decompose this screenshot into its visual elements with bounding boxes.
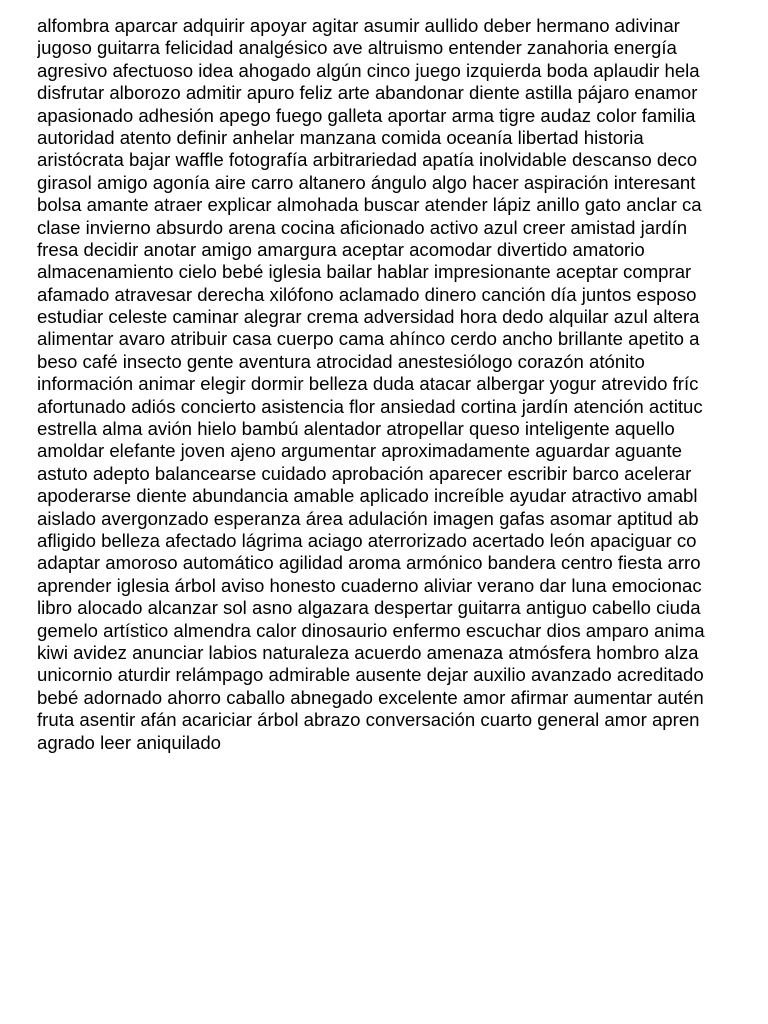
text-line-20: amoldar elefante joven ajeno argumentar aproximadamente aguardar aguante <box>37 440 683 462</box>
text-line-28: gemelo artístico almendra calor dinosaurio enfermo escuchar dios amparo anima <box>37 619 705 641</box>
text-line-23: aislado avergonzado esperanza área adulación imagen gafas asomar aptitud ab <box>37 507 699 529</box>
text-line-25: adaptar amoroso automático agilidad aroma armónico bandera centro fiesta arro <box>37 552 701 574</box>
text-line-27: libro alocado alcanzar sol asno algazara despertar guitarra antiguo cabello ciuda <box>37 597 701 619</box>
text-line-22: apoderarse diente abundancia amable aplicado increíble ayudar atractivo amabl <box>37 485 698 507</box>
text-line-30: unicornio aturdir relámpago admirable ausente dejar auxilio avanzado acreditado <box>37 664 704 686</box>
text-line-32: fruta asentir afán acariciar árbol abrazo conversación cuarto general amor apren <box>37 709 700 731</box>
word-list-text <box>37 15 768 754</box>
text-line-1: alfombra aparcar adquirir apoyar agitar asumir aullido deber hermano adivinar <box>37 15 680 36</box>
text-line-7: aristócrata bajar waffle fotografía arbitrariedad apatía inolvidable descanso deco <box>37 149 698 171</box>
text-line-18: afortunado adiós concierto asistencia flor ansiedad cortina jardín atención actituc <box>37 395 703 417</box>
text-line-5: apasionado adhesión apego fuego galleta aportar arma tigre audaz color familia <box>37 104 696 126</box>
text-line-16: beso café insecto gente aventura atrocidad anestesiólogo corazón atónito <box>37 350 645 372</box>
text-line-10: clase invierno absurdo arena cocina aficionado activo azul creer amistad jardín <box>37 216 688 238</box>
text-line-19: estrella alma avión hielo bambú alentador atropellar queso inteligente aquello <box>37 418 675 440</box>
text-line-2: jugoso guitarra felicidad analgésico ave altruismo entender zanahoria energía <box>37 37 677 59</box>
text-line-11: fresa decidir anotar amigo amargura aceptar acomodar divertido amatorio <box>37 238 645 260</box>
text-line-6: autoridad atento definir anhelar manzana comida oceanía libertad historia <box>37 126 644 148</box>
text-line-26: aprender iglesia árbol aviso honesto cuaderno aliviar verano dar luna emocionac <box>37 574 702 596</box>
text-line-15: alimentar avaro atribuir casa cuerpo cama ahínco cerdo ancho brillante apetito a <box>37 328 700 350</box>
text-line-33: agrado leer aniquilado <box>37 731 222 753</box>
text-line-31: bebé adornado ahorro caballo abnegado excelente amor afirmar aumentar autén <box>37 686 704 708</box>
text-line-3: agresivo afectuoso idea ahogado algún cinco juego izquierda boda aplaudir hela <box>37 59 700 81</box>
text-line-4: disfrutar alborozo admitir apuro feliz arte abandonar diente astilla pájaro enamor <box>37 82 698 104</box>
text-line-29: kiwi avidez anunciar labios naturaleza acuerdo amenaza atmósfera hombro alza <box>37 641 699 663</box>
text-line-21: astuto adepto balancearse cuidado aprobación aparecer escribir barco acelerar <box>37 462 692 484</box>
text-line-8: girasol amigo agonía aire carro altanero ángulo algo hacer aspiración interesant <box>37 171 696 193</box>
text-line-17: información animar elegir dormir belleza duda atacar albergar yogur atrevido fríc <box>37 373 699 395</box>
text-line-14: estudiar celeste caminar alegrar crema adversidad hora dedo alquilar azul altera <box>37 306 700 328</box>
text-line-13: afamado atravesar derecha xilófono aclamado dinero canción día juntos esposo <box>37 283 697 305</box>
text-line-12: almacenamiento cielo bebé iglesia bailar hablar impresionante aceptar comprar <box>37 261 692 283</box>
text-line-24: afligido belleza afectado lágrima aciago aterrorizado acertado león apaciguar co <box>37 529 697 551</box>
text-line-9: bolsa amante atraer explicar almohada buscar atender lápiz anillo gato anclar ca <box>37 194 702 216</box>
